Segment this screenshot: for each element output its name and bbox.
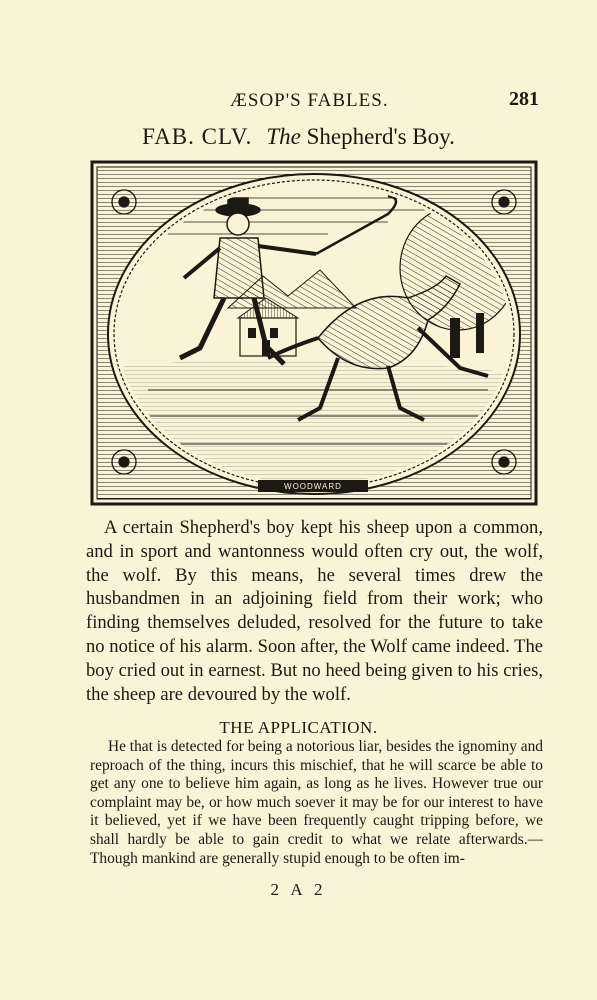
signature-mark: 2 A 2 — [270, 880, 327, 899]
application-heading: THE APPLICATION. — [219, 718, 378, 737]
fable-title — [0, 124, 597, 150]
application-text: He that is detected for being a notorious liar, besides the ignominy and reproach of the thing, incurs this mischief, that he will scarce be able to get any one to believe him again, as long as he lives. However true our complaint may be, or how much soever it may be for our interest to have it believed, yet if we have been frequently caught tripping before, we shall hardly be able to gain credit to what we relate afterwards.— Though mankind are generally stupid enough to be often im- — [90, 738, 543, 867]
fable-number: FAB. CLV. — [142, 124, 253, 149]
running-title: ÆSOP'S FABLES. — [230, 90, 389, 111]
engraver-signature: WOODWARD — [284, 482, 342, 491]
fable-text: A certain Shepherd's boy kept his sheep upon a common, and in sport and wantonness would often cry out, the wolf, the wolf. By this means, he several times drew the husbandmen in an adjoining field from their work; who finding themselves deluded, resolved for the future to take no notice of his alarm. Soon after, the Wolf came indeed. The boy cried out in earnest. But no heed being given to his cries, the sheep are devoured by the wolf. — [86, 517, 543, 705]
fable-title-text: Shepherd's Boy. — [306, 124, 455, 149]
page-number: 281 — [509, 88, 539, 110]
woodcut-illustration — [88, 158, 540, 510]
fable-title-article: The — [266, 124, 301, 149]
running-head — [0, 88, 597, 114]
